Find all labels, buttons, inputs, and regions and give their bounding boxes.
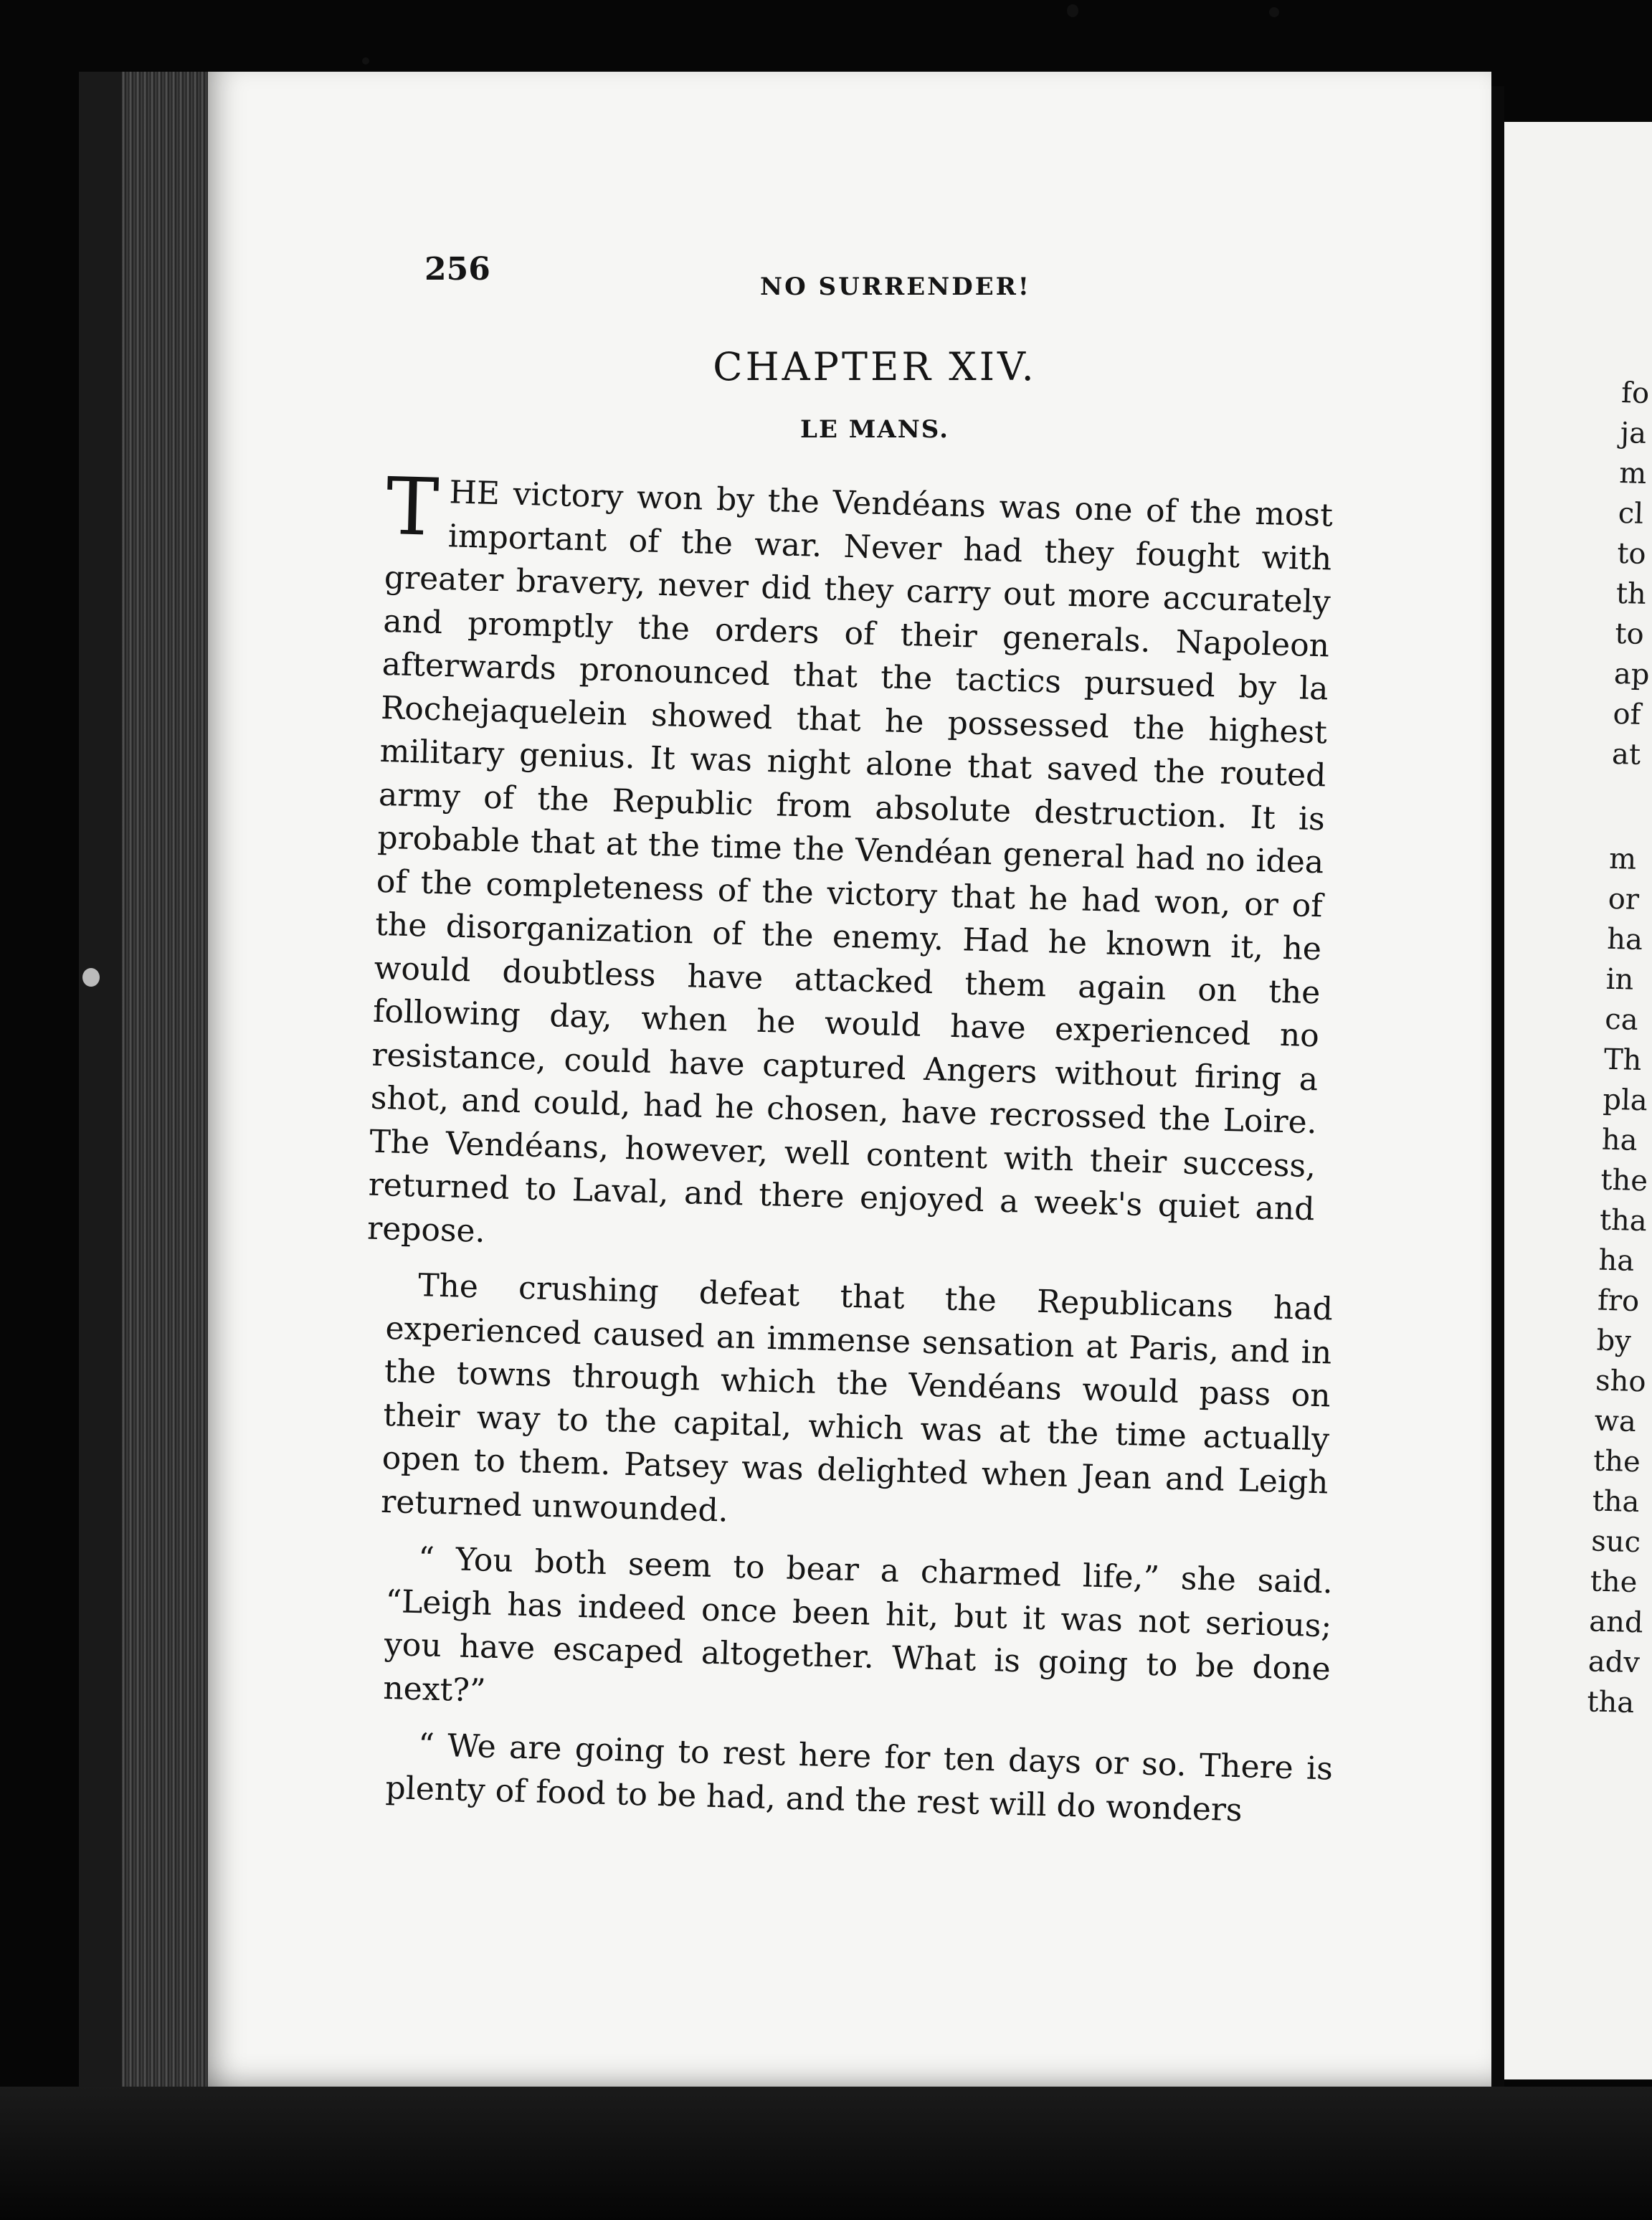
fragment-line: m bbox=[1618, 456, 1647, 490]
chapter-title: CHAPTER XIV. bbox=[713, 344, 1037, 389]
paragraph-1-text: HE victory won by the Vendéans was one of the most important of the war. Never had they fought with greater bravery, never did they carry out more accurately and promptly the orders of their generals. Napoleon afterwards pronounced that the tactics pursued by la Rochejaquelein showed that he possessed the highest military genius. It was night alone that saved the routed army of the Republic from absolute destruction. It is probable that at the time the Vendéan general had no idea of the completeness of the victory that he had won, or of the disorganization of the enemy. Had he known it, he would doubtless have attacked them again on the following day, when he would have experienced no resistance, could have captured Angers without firing a shot, and could, had he chosen, have recrossed the Loire. The Vendéans, however, well content with their success, returned to Laval, and there enjoyed a week's quiet and repose. bbox=[366, 474, 1334, 1250]
fragment-line: wa bbox=[1594, 1404, 1637, 1439]
fragment-line: tha bbox=[1599, 1203, 1648, 1238]
paragraph-2: The crushing defeat that the Republicans had experienced caused an immense sensation at Paris, and in the towns through which the Vendéans would pass on their way to the capital, which was at the time actually open to them. Patsey was delighted when Jean and Leigh returned unwounded. bbox=[380, 1267, 1334, 1529]
fragment-line: the bbox=[1590, 1565, 1638, 1600]
paragraph-1 bbox=[366, 460, 1334, 1275]
scan-speck bbox=[82, 968, 100, 987]
fragment-line: ca bbox=[1604, 1002, 1639, 1037]
page-text-block bbox=[366, 237, 1334, 1828]
fragment-line: in bbox=[1605, 962, 1635, 997]
fragment-line: of bbox=[1612, 697, 1642, 731]
fragment-line: ja bbox=[1620, 416, 1647, 450]
fragment-line: ap bbox=[1613, 657, 1651, 692]
fragment-line: tha bbox=[1592, 1484, 1641, 1519]
paragraph-4: “ We are going to rest here for ten days or so. There is plenty of food to be had, and the rest will do wonders bbox=[384, 1727, 1334, 1828]
running-title: NO SURRENDER! bbox=[760, 272, 1031, 301]
fragment-line: th bbox=[1615, 577, 1647, 611]
scan-bottom-border bbox=[0, 2087, 1652, 2220]
fragment-line: sho bbox=[1595, 1364, 1647, 1399]
chapter-subtitle: LE MANS. bbox=[800, 415, 949, 444]
fragment-line: tha bbox=[1586, 1685, 1635, 1720]
fragment-line: to bbox=[1614, 617, 1645, 651]
paragraph-3: “ You both seem to bear a charmed life,” she said. “Leigh has indeed once been hit, but it was not serious; you have escaped altogether. What is going to be done next?” bbox=[382, 1540, 1334, 1709]
scan-speck bbox=[1067, 4, 1078, 17]
scan-speck bbox=[1269, 7, 1279, 17]
fragment-line: fo bbox=[1620, 376, 1650, 411]
fragment-line: Th bbox=[1603, 1043, 1642, 1078]
fragment-line: at bbox=[1611, 737, 1641, 772]
fragment-line: to bbox=[1616, 536, 1647, 571]
running-head bbox=[387, 237, 1334, 323]
fragment-line: ha bbox=[1598, 1243, 1635, 1278]
fragment-line: or bbox=[1608, 882, 1640, 916]
scan-speck bbox=[362, 57, 369, 65]
drop-cap: T bbox=[384, 460, 440, 554]
fragment-line: adv bbox=[1587, 1645, 1641, 1680]
fragment-line: the bbox=[1600, 1163, 1648, 1198]
fragment-line: m bbox=[1608, 842, 1637, 876]
fragment-line: suc bbox=[1590, 1524, 1641, 1560]
fragment-line: pla bbox=[1602, 1083, 1648, 1118]
fragment-line: cl bbox=[1618, 496, 1644, 531]
page-number: 256 bbox=[424, 251, 490, 288]
fragment-line: fro bbox=[1597, 1284, 1640, 1319]
fragment-line: by bbox=[1596, 1324, 1632, 1358]
page-gutter bbox=[1491, 86, 1504, 2087]
fragment-line: ha bbox=[1606, 922, 1643, 957]
fragment-line: the bbox=[1592, 1444, 1641, 1479]
binding-edge bbox=[79, 72, 122, 2094]
fragment-line: and bbox=[1588, 1605, 1644, 1640]
fragment-line: ha bbox=[1601, 1123, 1638, 1157]
page-edges bbox=[122, 72, 215, 2094]
